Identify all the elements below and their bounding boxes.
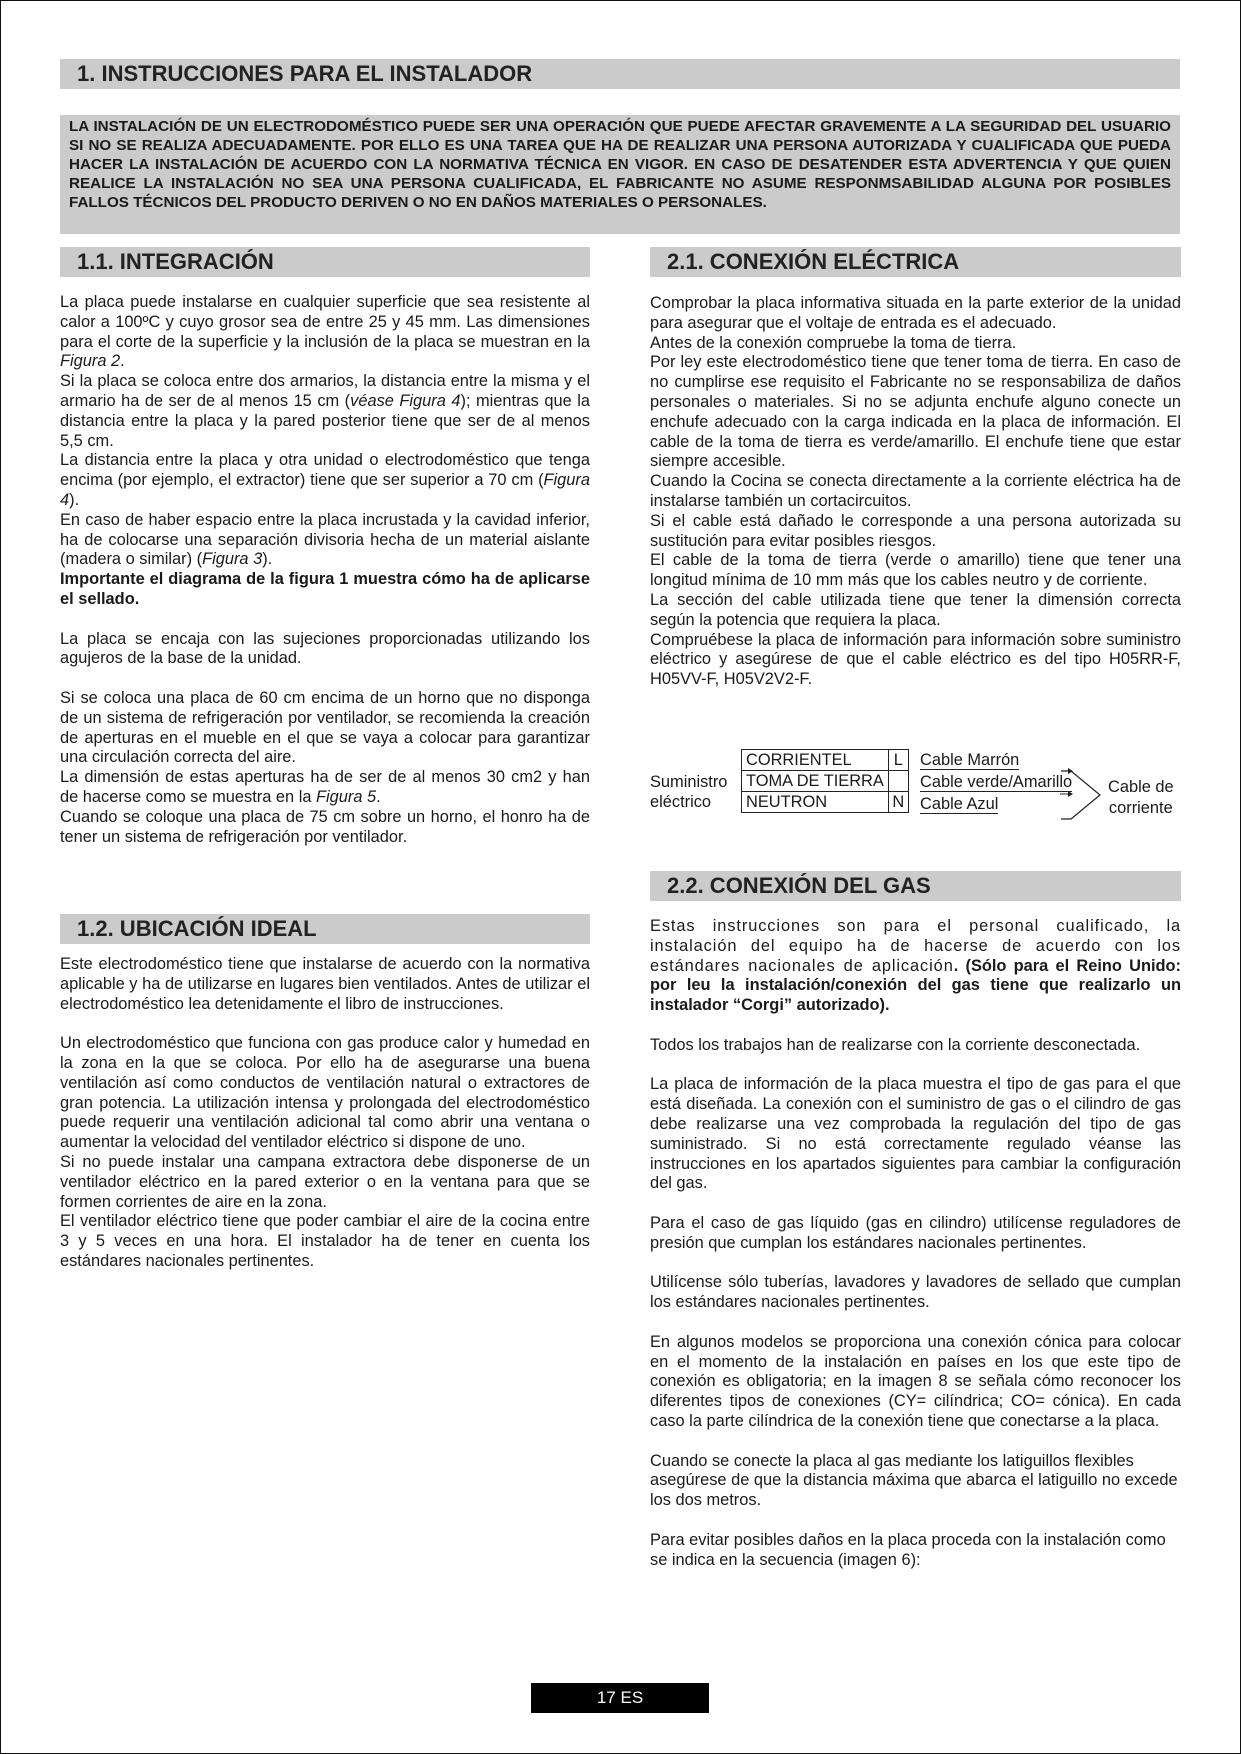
wire-code: N [888, 792, 908, 813]
gas-paragraph: Cuando se conecte la placa al gas mediante los latiguillos flexibles asegúrese de que la distancia máxima que abarca el latiguillo no excede los dos metros. [650, 1451, 1178, 1510]
integracion-paragraph: La placa se encaja con las sujeciones proporcionadas utilizando los agujeros de la base de la unidad. [60, 629, 590, 668]
wire-name: NEUTRON [742, 792, 889, 813]
integracion-paragraph: La placa puede instalarse en cualquier superficie que sea resistente al calor a 100ºC y cuyo grosor sea de entre 25 y 45 mm. Las dimensiones para el corte de la superficie y la inclusión de la placa se muestran en la Figura 2. [60, 293, 590, 371]
wire-code [888, 771, 908, 792]
wire-name: CORRIENTEL [742, 750, 889, 771]
gas-body [650, 917, 1181, 1570]
section-title-conexion-gas: 2.2. CONEXIÓN DEL GAS [650, 871, 1181, 901]
output-cable-label: Cable de corriente [1108, 778, 1174, 817]
integracion-paragraph: En caso de haber espacio entre la placa incrustada y la cavidad inferior, ha de colocarse una separación divisoria hecha de un material aislante (madera o similar) (Figura 3). [60, 510, 590, 569]
electrica-paragraph: Compruébese la placa de información para información sobre suministro eléctrico y asegúrese de que el cable eléctrico es del tipo H05RR-F, H05VV-F, H05V2V2-F. [650, 630, 1181, 689]
wire-row [742, 771, 909, 792]
ubicacion-paragraph: Un electrodoméstico que funciona con gas produce calor y humedad en la zona en la que se coloca. Por ello ha de asegurarse una buena ventilación así como conductos de ventilación natural o extractores de gran potencia. La utilización intensa y prolongada del electrodoméstico puede requerir una ventilación adicional tal como abrir una ventana o aumentar la velocidad del ventilador eléctrico si dispone de uno. [60, 1034, 590, 1152]
supply-label: Suministro eléctrico [650, 773, 728, 811]
section-title-conexion-electrica: 2.1. CONEXIÓN ELÉCTRICA [650, 247, 1181, 277]
gas-paragraph: Para evitar posibles daños en la placa proceda con la instalación como se indica en la secuencia (imagen 6): [650, 1530, 1166, 1569]
electrica-paragraph: Cuando la Cocina se conecta directamente a la corriente eléctrica ha de instalarse también un cortacircuitos. [650, 472, 1181, 510]
cable-bundle-arrow-icon [1060, 765, 1105, 825]
wire-code: L [888, 750, 908, 771]
integracion-paragraph: La dimensión de estas aperturas ha de ser de al menos 30 cm2 y han de hacerse como se muestra en la Figura 5. [60, 768, 590, 806]
electrica-body [650, 294, 1181, 690]
electrica-paragraph: La sección del cable utilizada tiene que tener la dimensión correcta según la potencia que requiera la placa. [650, 590, 1181, 629]
figure-reference: Figura 2 [60, 352, 121, 371]
page-number: 17 ES [531, 1683, 709, 1713]
figure-reference: Figura 4 [60, 471, 590, 509]
electrica-paragraph: Comprobar la placa informativa situada en la parte exterior de la unidad para asegurar que el voltaje de entrada es el adecuado. [650, 294, 1181, 332]
gas-paragraph: Todos los trabajos han de realizarse con la corriente desconectada. [650, 1035, 1141, 1054]
wiring-table [741, 749, 909, 813]
section-title-ubicacion: 1.2. UBICACIÓN IDEAL [60, 914, 590, 944]
figure-reference: Figura 5 [316, 787, 377, 806]
wire-name: TOMA DE TIERRA [742, 771, 889, 792]
electrica-paragraph: Si el cable está dañado le corresponde a una persona autorizada su sustitución para evitar posibles riesgos. [650, 511, 1181, 550]
cable-label: Cable Marrón [920, 751, 1020, 769]
cable-label: Cable Azul [920, 795, 999, 813]
figure-reference: Figura 3 [202, 550, 263, 569]
gas-paragraph: En algunos modelos se proporciona una conexión cónica para colocar en el momento de la instalación en países en los que este tipo de conexión es obligatoria; en la imagen 8 se señala cómo reconocer los diferentes tipos de conexiones (CY= cilíndrica; CO= cónica). En cada caso la parte cilíndrica de la conexión tiene que conectarse a la placa. [650, 1332, 1181, 1430]
electrica-paragraph: Por ley este electrodoméstico tiene que tener toma de tierra. En caso de no cumplirse ese requisito el Fabricante no se responsabiliza de daños personales o materiales. Si no se adjunta enchufe alguno conecte un enchufe adecuado con la carga indicada en la placa de información. El cable de la toma de tierra es verde/amarillo. El enchufe tiene que estar siempre accesible. [650, 353, 1181, 471]
integracion-paragraph: Si la placa se coloca entre dos armarios, la distancia entre la misma y el armario ha de ser de al menos 15 cm (véase Figura 4); mientras que la distancia entre la placa y la pared posterior tiene que ser de al menos 5,5 cm. [60, 372, 590, 450]
gas-paragraph: La placa de información de la placa muestra el tipo de gas para el que está diseñada. La conexión con el suministro de gas o el cilindro de gas debe realizarse una vez comprobada la regulación del tipo de gas suministrado. Si no está correctamente regulado véanse las instrucciones en los apartados siguientes para cambiar la configuración del gas. [650, 1075, 1181, 1193]
gas-paragraph: Estas instrucciones son para el personal cualificado, la instalación del equipo ha de hacerse de acuerdo con los estándares nacionales de aplicación. (Sólo para el Reino Unido: por leu la instalación/conexión del gas tiene que realizarlo un instalador “Corgi” autorizado). [650, 917, 1181, 1015]
gas-paragraph: Utilícense sólo tuberías, lavadores y lavadores de sellado que cumplan los estándares nacionales pertinentes. [650, 1273, 1181, 1312]
ubicacion-body [60, 955, 590, 1272]
section-title-instrucciones: 1. INSTRUCCIONES PARA EL INSTALADOR [60, 59, 1180, 89]
figure-reference: véase Figura 4 [350, 391, 461, 410]
gas-paragraph: Para el caso de gas líquido (gas en cilindro) utilícense reguladores de presión que cumplan los estándares nacionales pertinentes. [650, 1213, 1181, 1252]
ubicacion-paragraph: Este electrodoméstico tiene que instalarse de acuerdo con la normativa aplicable y ha de utilizarse en lugares bien ventilados. Antes de utilizar el electrodoméstico lea detenidamente el libro de instrucciones. [60, 955, 590, 1013]
section-title-integracion: 1.1. INTEGRACIÓN [60, 247, 590, 277]
integracion-paragraph: Cuando se coloque una placa de 75 cm sobre un horno, el honro ha de tener un sistema de refrigeración por ventilador. [60, 807, 590, 846]
wire-row [742, 750, 909, 771]
cable-label: Cable verde/Amarillo [920, 773, 1073, 791]
installation-warning: LA INSTALACIÓN DE UN ELECTRODOMÉSTICO PUEDE SER UNA OPERACIÓN QUE PUEDE AFECTAR GRAVEMENTE A LA SEGURIDAD DEL USUARIO SI NO SE REALIZA ADECUADAMENTE. POR ELLO ES UNA TAREA QUE HA DE REALIZAR UNA PERSONA AUTORIZADA Y CUALIFICADA QUE PUEDA HACER LA INSTALACIÓN DE ACUERDO CON LA NORMATIVA TÉCNICA EN VIGOR. EN CASO DE DESATENDER ESTA ADVERTENCIA Y QUE QUIEN REALICE LA INSTALACIÓN NO SEA UNA PERSONA CUALIFICADA, EL FABRICANTE NO ASUME RESPONMSABILIDAD ALGUNA POR POSIBLES FALLOS TÉCNICOS DEL PRODUCTO DERIVEN O NO EN DAÑOS MATERIALES O PERSONALES. [60, 115, 1180, 234]
integracion-paragraph: La distancia entre la placa y otra unidad o electrodoméstico que tenga encima (por ejemplo, el extractor) tiene que ser superior a 70 cm (Figura 4). [60, 451, 590, 509]
ubicacion-paragraph: El ventilador eléctrico tiene que poder cambiar el aire de la cocina entre 3 y 5 veces en una hora. El instalador ha de tener en cuenta los estándares nacionales pertinentes. [60, 1212, 590, 1270]
electrica-paragraph: Antes de la conexión compruebe la toma de tierra. [650, 333, 1017, 352]
cable-labels [920, 749, 1072, 815]
sealing-important-note: Importante el diagrama de la figura 1 muestra cómo ha de aplicarse el sellado. [60, 570, 590, 608]
wire-row [742, 792, 909, 813]
integracion-paragraph: Si se coloca una placa de 60 cm encima de un horno que no disponga de un sistema de refrigeración por ventilador, se recomienda la creación de aperturas en el mueble en el que se vaya a colocar para garantizar una circulación correcta del aire. [60, 688, 590, 767]
electrica-paragraph: El cable de la toma de tierra (verde o amarillo) tiene que tener una longitud mínima de 10 mm más que los cables neutro y de corriente. [650, 551, 1181, 590]
ubicacion-paragraph: Si no puede instalar una campana extractora debe disponerse de un ventilador eléctrico en la pared exterior o en la ventana para que se formen corrientes de aire en la zona. [60, 1152, 590, 1211]
integracion-body [60, 293, 590, 847]
